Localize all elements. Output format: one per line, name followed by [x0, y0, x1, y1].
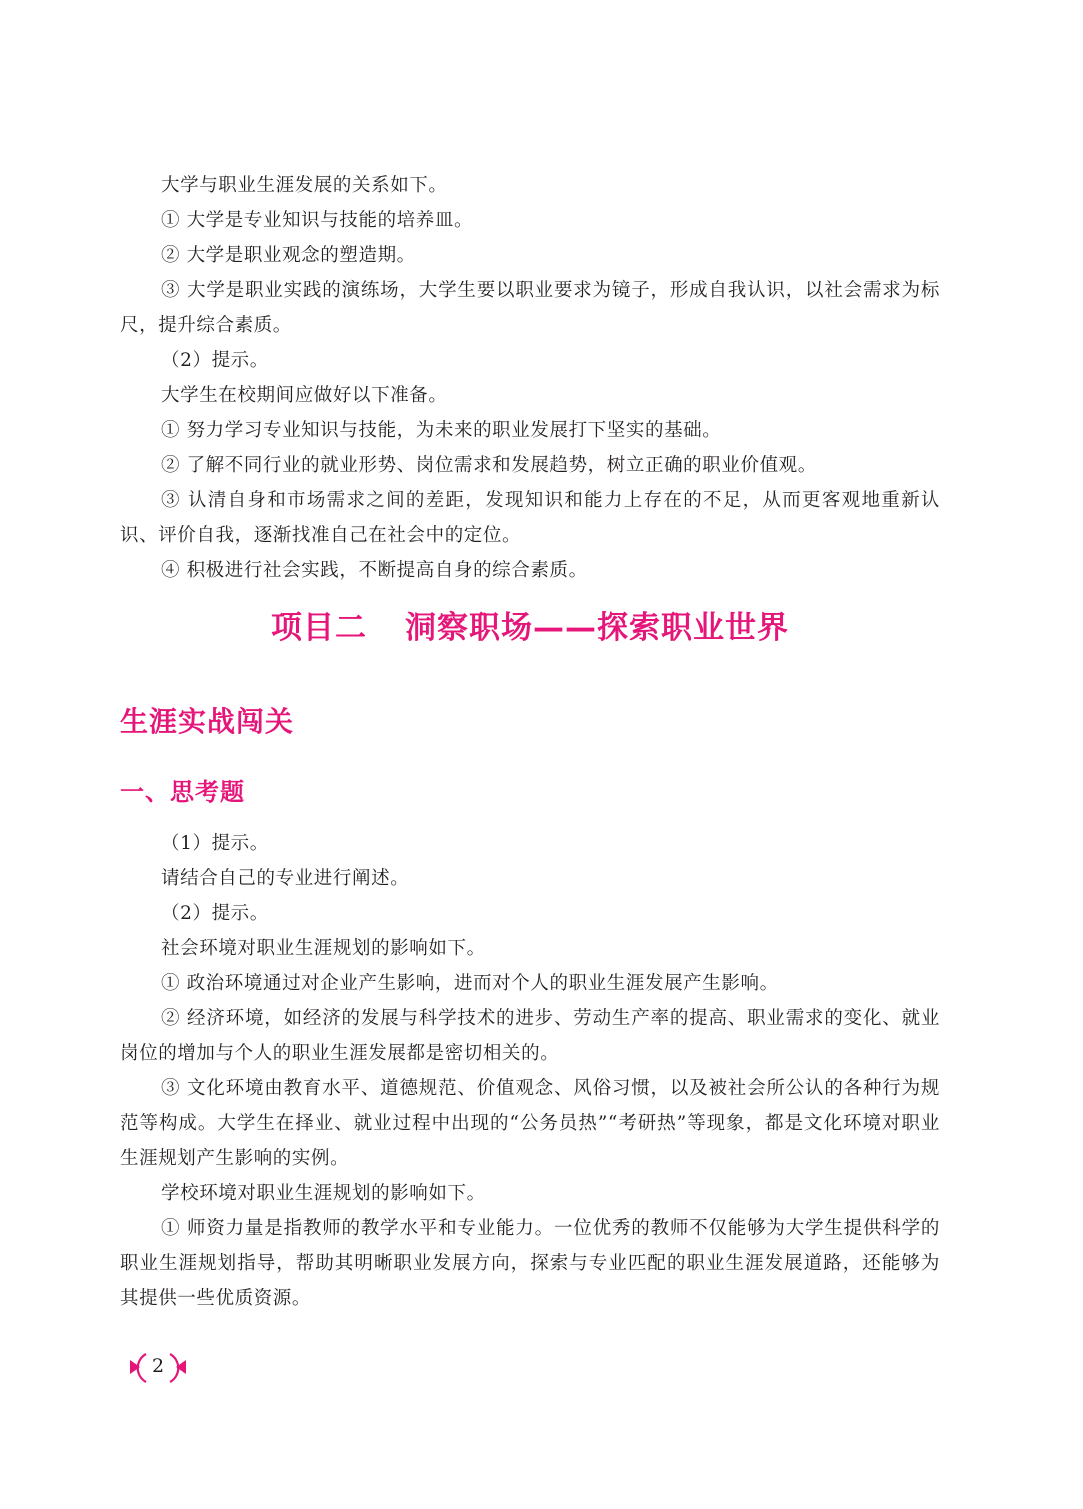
paragraph: ① 政治环境通过对企业产生影响，进而对个人的职业生涯发展产生影响。 [161, 973, 779, 994]
paragraph: ① 努力学习专业知识与技能，为未来的职业发展打下坚实的基础。 [161, 420, 722, 441]
section-title: 生涯实战闯关 [120, 705, 295, 738]
project-heading [120, 602, 940, 647]
paragraph: ④ 积极进行社会实践，不断提高自身的综合素质。 [161, 560, 588, 581]
upper-text-block [120, 168, 940, 588]
page-number: 2 [151, 1355, 165, 1377]
paragraph: 大学生在校期间应做好以下准备。 [161, 385, 448, 406]
lower-text-block [120, 826, 940, 1316]
paragraph: ② 了解不同行业的就业形势、岗位需求和发展趋势，树立正确的职业价值观。 [161, 455, 817, 476]
paragraph: 社会环境对职业生涯规划的影响如下。 [161, 938, 486, 959]
paragraph: ③ 文化环境由教育水平、道德规范、价值观念、风俗习惯，以及被社会所公认的各种行为规范等构成。大学生在择业、就业过程中出现的“公务员热”“考研热”等现象，都是文化环境对职业生涯规划产生影响的实例。 [120, 1078, 940, 1169]
paragraph: 大学与职业生涯发展的关系如下。 [161, 175, 448, 196]
paragraph: ② 经济环境，如经济的发展与科学技术的进步、劳动生产率的提高、职业需求的变化、就业岗位的增加与个人的职业生涯发展都是密切相关的。 [120, 1008, 940, 1064]
paragraph: （2）提示。 [161, 903, 269, 924]
paragraph: ① 大学是专业知识与技能的培养皿。 [161, 210, 474, 231]
paragraph: ③ 大学是职业实践的演练场，大学生要以职业要求为镜子，形成自我认识，以社会需求为标尺，提升综合素质。 [120, 280, 940, 336]
project-title-text: 洞察职场——探索职业世界 [405, 610, 789, 646]
paragraph: ③ 认清自身和市场需求之间的差距，发现知识和能力上存在的不足，从而更客观地重新认识、评价自我，逐渐找准自己在社会中的定位。 [120, 490, 940, 546]
paragraph: （2）提示。 [161, 350, 269, 371]
paragraph: ② 大学是职业观念的塑造期。 [161, 245, 416, 266]
paragraph: 请结合自己的专业进行阐述。 [161, 868, 410, 889]
paragraph: 学校环境对职业生涯规划的影响如下。 [161, 1183, 486, 1204]
sub-section-title: 一、思考题 [120, 778, 245, 806]
project-label: 项目二 [271, 610, 367, 646]
paragraph: ① 师资力量是指教师的教学水平和专业能力。一位优秀的教师不仅能够为大学生提供科学的职业生涯规划指导，帮助其明晰职业发展方向，探索与专业匹配的职业生涯发展道路，还能够为其提供一些优质资源。 [120, 1218, 940, 1309]
paragraph: （1）提示。 [161, 833, 269, 854]
page-number-badge [126, 1348, 190, 1388]
